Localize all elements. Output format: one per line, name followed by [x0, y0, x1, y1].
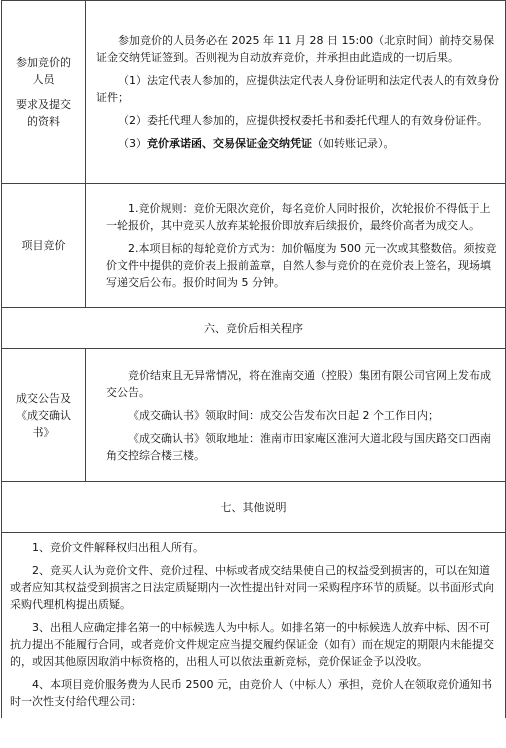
bidding-row	[2, 184, 506, 308]
participants-row	[2, 1, 506, 184]
section-six-row	[2, 308, 506, 349]
notes-paragraph-4: 4、本项目竞价服务费为人民币 2500 元，由竞价人（中标人）承担，竞价人在领取竞价通知书时一次性支付给代理公司：	[10, 678, 492, 708]
participants-paragraph-2: （1）法定代表人参加的，应提供法定代表人身份证明和法定代表人的有效身份证件；	[96, 74, 499, 104]
participants-label-cell	[2, 1, 86, 184]
participants-paragraph-3: （2）委托代理人参加的，应提供授权委托书和委托代理人的有效身份证件。	[118, 114, 488, 127]
award-row	[2, 349, 506, 482]
participants-paragraph-4	[96, 135, 499, 152]
bidding-label-cell	[2, 184, 86, 308]
section-six-title: 六、竞价后相关程序	[2, 308, 506, 349]
participants-p4-bold: 竞价承诺函、交易保证金交纳凭证	[147, 137, 312, 150]
notes-paragraph-1: 1、竞价文件解释权归出租人所有。	[32, 541, 204, 554]
participants-content-cell	[86, 1, 506, 184]
notes-row	[2, 533, 506, 719]
award-paragraph-1: 竞价结束且无异常情况，将在淮南交通（控股）集团有限公司官网上发布成交公告。	[106, 368, 491, 399]
participants-p4-suffix: （如转账记录）。	[312, 137, 395, 150]
participants-label-2: 要求及提交的资料	[16, 98, 71, 128]
award-label: 成交公告及《成交确认书》	[16, 391, 71, 439]
notes-paragraph-3: 3、出租人应确定排名第一的中标候选人为中标人。如排名第一的中标候选人放弃中标、因不可抗力提出不能履行合同，或者竞价文件规定应当提交履约保证金（如有）而在规定的期限内未能提交的，或因其他原因取消中标资格的，出租人可以依法重新竞标，竞价保证金予以没收。	[10, 621, 494, 668]
bidding-label: 项目竞价	[21, 239, 66, 252]
bidding-content-cell	[86, 184, 506, 308]
award-paragraph-3: 《成交确认书》领取地址：淮南市田家庵区淮河大道北段与国庆路交口西南角交控综合楼三楼。	[106, 431, 491, 462]
document-page	[1, 0, 505, 748]
award-label-cell	[2, 349, 86, 482]
bid-document-table	[1, 0, 506, 718]
notes-content-cell	[2, 533, 506, 719]
bidding-paragraph-1: 1.竞价规则：竞价无限次竞价，每名竞价人同时报价，次轮报价不得低于上一轮报价，其中竞买人放弃某轮报价即放弃后续报价，最终价高者为成交人。	[106, 202, 491, 232]
participants-label-1: 参加竞价的人员	[16, 56, 71, 86]
participants-p4-prefix: （3）	[118, 137, 147, 150]
bidding-paragraph-2: 2.本项目标的每轮竞价方式为：加价幅度为 500 元一次或其整数倍。须按竞价文件中提供的竞价表上报前盖章，自然人参与竞价的在竞价表上签名，现场填写递交后公布。报价时间为 5 分钟。	[106, 242, 497, 289]
section-seven-row	[2, 482, 506, 533]
award-paragraph-2: 《成交确认书》领取时间：成交公告发布次日起 2 个工作日内；	[128, 408, 439, 422]
participants-paragraph-1: 参加竞价的人员务必在 2025 年 11 月 28 日 15:00（北京时间）前持交易保证金交纳凭证签到。否则视为自动放弃竞价，并承担由此造成的一切后果。	[96, 34, 495, 64]
notes-paragraph-2: 2、竞买人认为竞价文件、竞价过程、中标或者成交结果使自己的权益受到损害的，可以在知道或者应知其权益受到损害之日法定质疑期内一次性提出针对同一采购程序环节的质疑。以书面形式向采购代理机构提出质疑。	[10, 564, 494, 611]
section-seven-title: 七、其他说明	[2, 482, 506, 533]
award-content-cell	[86, 349, 506, 482]
